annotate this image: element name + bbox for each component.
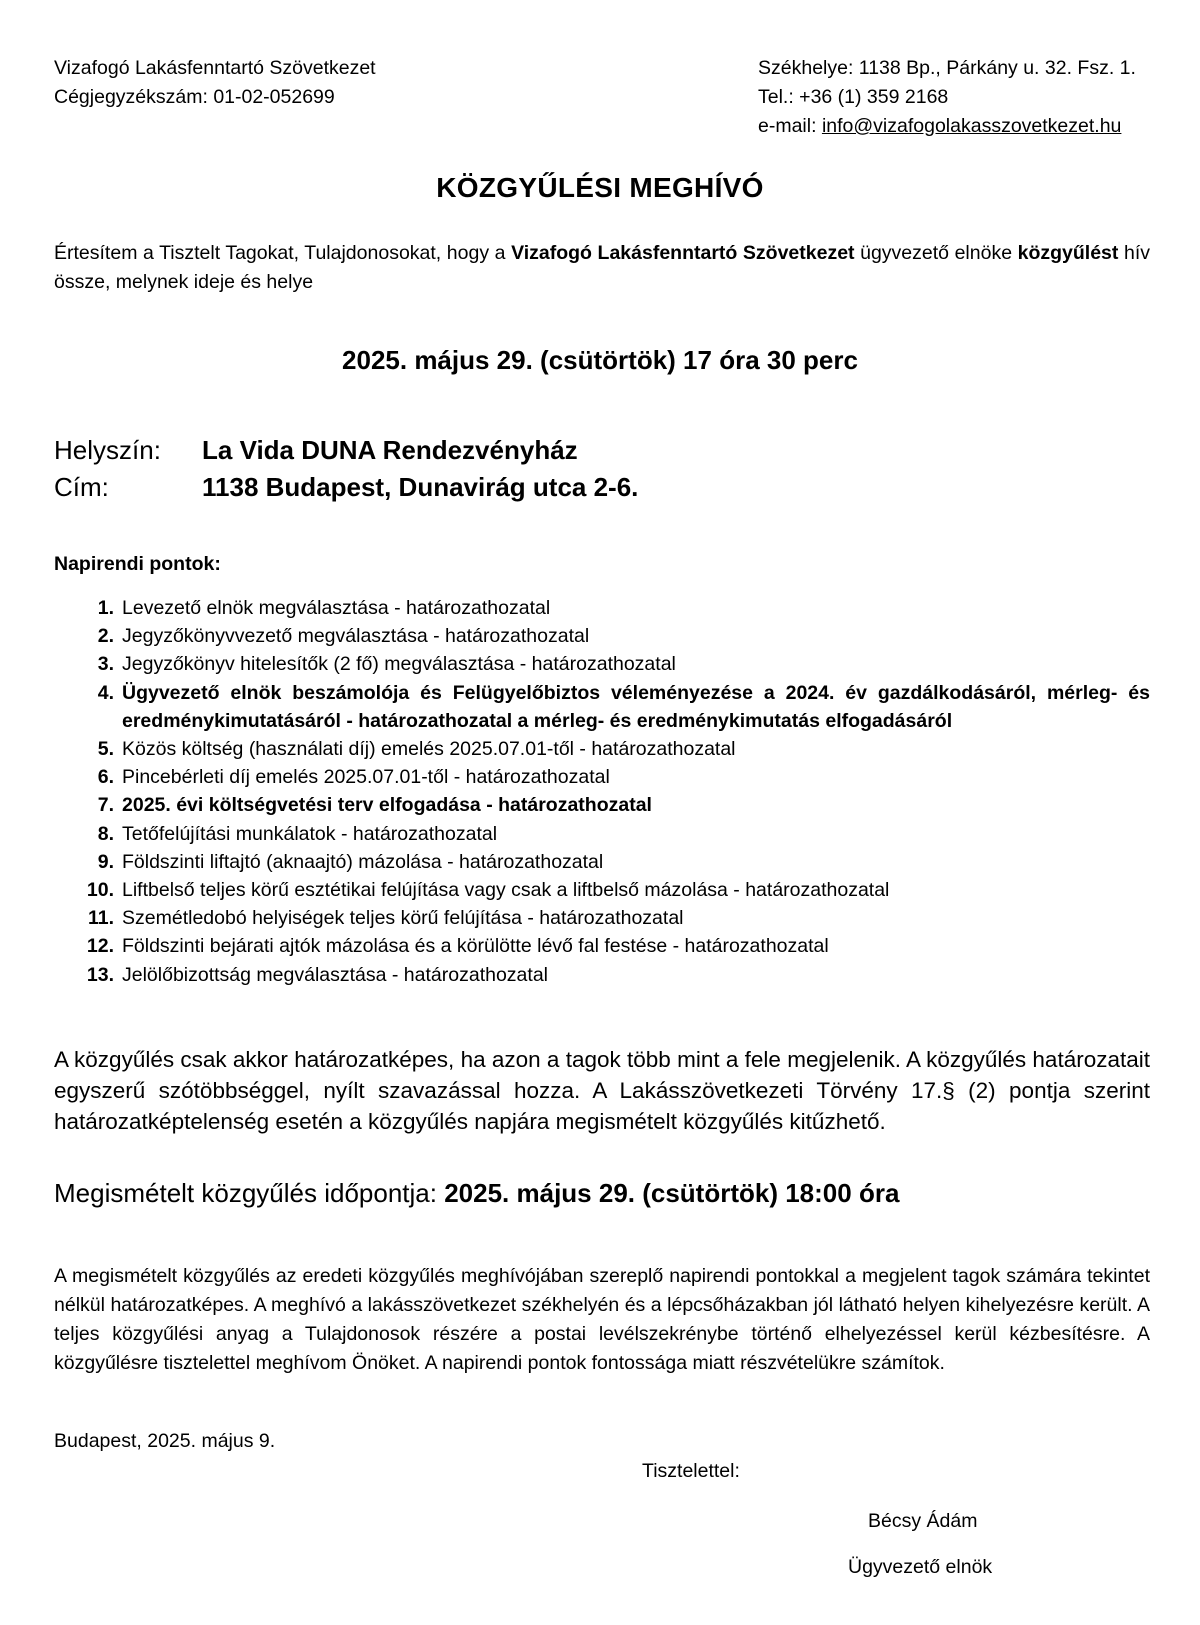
agenda-item-number: 3. bbox=[97, 653, 114, 676]
agenda-item-number: 2. bbox=[97, 625, 114, 648]
agenda-item-text: Pincebérleti díj emelés 2025.07.01-től - határozathozatal bbox=[122, 766, 610, 789]
agenda-item-number: 12. bbox=[86, 935, 114, 958]
venue-place-row bbox=[54, 432, 638, 469]
agenda-item bbox=[54, 791, 1150, 819]
email-link[interactable]: info@vizafogolakasszovetkezet.hu bbox=[821, 115, 1122, 137]
agenda-list bbox=[54, 594, 1150, 989]
agenda-item bbox=[54, 848, 1150, 876]
org-name: Vizafogó Lakásfenntartó Szövetkezet bbox=[54, 57, 376, 79]
agenda-item-text: Földszinti liftajtó (aknaajtó) mázolása - határozathozatal bbox=[122, 850, 604, 873]
seat-address: Székhelye: 1138 Bp., Párkány u. 32. Fsz. 1. bbox=[758, 57, 1136, 79]
email-line bbox=[758, 112, 1136, 141]
agenda-item-text: Jegyzőkönyv hitelesítők (2 fő) megválasztása - határozathozatal bbox=[122, 653, 676, 676]
venue-place-value: La Vida DUNA Rendezvényház bbox=[202, 435, 578, 465]
registry-number: Cégjegyzékszám: 01-02-052699 bbox=[54, 86, 335, 108]
agenda-item-text: Szemétledobó helyiségek teljes körű felújítása - határozathozatal bbox=[122, 907, 684, 930]
intro-org-name: Vizafogó Lakásfenntartó Szövetkezet bbox=[511, 242, 855, 264]
place-and-date: Budapest, 2025. május 9. bbox=[54, 1430, 276, 1452]
intro-text-2: ügyvezető elnöke bbox=[854, 242, 1018, 264]
agenda-item-text: Jelölőbizottság megválasztása - határozathozatal bbox=[122, 963, 548, 986]
agenda-item bbox=[54, 763, 1150, 791]
venue-address-label: Cím: bbox=[54, 472, 109, 502]
agenda-item bbox=[54, 679, 1150, 735]
agenda-item-text: Jegyzőkönyvvezető megválasztása - határozathozatal bbox=[122, 625, 590, 648]
agenda-item bbox=[54, 904, 1150, 932]
repeat-meeting-line bbox=[54, 1178, 899, 1209]
agenda-item-number: 8. bbox=[97, 822, 114, 845]
agenda-item bbox=[54, 650, 1150, 678]
venue-address-value: 1138 Budapest, Dunavirág utca 2-6. bbox=[202, 472, 639, 502]
intro-text-3: hív össze, melynek ideje és helye bbox=[54, 242, 1150, 293]
agenda-item bbox=[54, 820, 1150, 848]
document-title: KÖZGYŰLÉSI MEGHÍVÓ bbox=[436, 172, 764, 203]
agenda-item-text: Ügyvezető elnök beszámolója és Felügyelőbiztos véleményezése a 2024. év gazdálkodásáról, mérleg- és eredménykimutatásáról - határozathozatal a mérleg- és eredménykimutatás elfogadásáról bbox=[122, 681, 1150, 732]
venue-place-label: Helyszín: bbox=[54, 435, 161, 465]
agenda-item-number: 10. bbox=[86, 879, 114, 902]
agenda-item-text: Közös költség (használati díj) emelés 2025.07.01-től - határozathozatal bbox=[122, 738, 736, 761]
intro-text-1: Értesítem a Tisztelt Tagokat, Tulajdonosokat, hogy a bbox=[54, 242, 512, 264]
email-label: e-mail: bbox=[758, 115, 822, 137]
agenda-item bbox=[54, 594, 1150, 622]
agenda-item bbox=[54, 876, 1150, 904]
signatory-role: Ügyvezető elnök bbox=[848, 1556, 993, 1578]
intro-paragraph bbox=[54, 239, 1150, 297]
phone-number: Tel.: +36 (1) 359 2168 bbox=[758, 86, 949, 108]
venue-address-row bbox=[54, 469, 638, 506]
intro-meeting-word: közgyűlést bbox=[1017, 242, 1119, 264]
repeat-meeting-label: Megismételt közgyűlés időpontja: bbox=[54, 1178, 445, 1208]
meeting-datetime: 2025. május 29. (csütörtök) 17 óra 30 perc bbox=[342, 345, 858, 375]
agenda-item-number: 7. bbox=[97, 794, 114, 817]
agenda-item-text: Földszinti bejárati ajtók mázolása és a körülötte lévő fal festése - határozathozatal bbox=[122, 935, 829, 958]
agenda-item-number: 1. bbox=[97, 597, 114, 619]
quorum-paragraph: A közgyűlés csak akkor határozatképes, ha azon a tagok több mint a fele megjelenik. A közgyűlés határozatait egyszerű szótöbbséggel, nyílt szavazással hozza. A Lakásszövetkezeti Törvény 17.§ (2) pontja szerint határozatképtelenség esetén a közgyűlés napjára megismételt közgyűlés kitűzhető. bbox=[54, 1047, 1150, 1134]
agenda-title: Napirendi pontok: bbox=[54, 553, 221, 575]
agenda-item-number: 5. bbox=[97, 738, 114, 761]
agenda-item-number: 6. bbox=[97, 766, 114, 789]
agenda-item-text: 2025. évi költségvetési terv elfogadása - határozathozatal bbox=[122, 794, 652, 817]
header-left bbox=[54, 54, 376, 112]
agenda-item-number: 11. bbox=[87, 907, 114, 930]
agenda-item bbox=[54, 735, 1150, 763]
regards-text: Tisztelettel: bbox=[642, 1460, 740, 1482]
signatory-name: Bécsy Ádám bbox=[868, 1510, 978, 1532]
agenda-item-text: Tetőfelújítási munkálatok - határozathozatal bbox=[122, 822, 498, 845]
header-right bbox=[758, 54, 1136, 141]
agenda-item-text: Liftbelső teljes körű esztétikai felújítása vagy csak a liftbelső mázolása - határozathozatal bbox=[122, 879, 890, 902]
repeat-meeting-value: 2025. május 29. (csütörtök) 18:00 óra bbox=[444, 1178, 900, 1208]
agenda-item-number: 9. bbox=[97, 850, 114, 873]
agenda-item-number: 13. bbox=[86, 963, 114, 986]
notice-paragraph: A megismételt közgyűlés az eredeti közgyűlés meghívójában szereplő napirendi pontokkal a megjelent tagok számára tekintet nélkül határozatképes. A meghívó a lakásszövetkezet székhelyén és a lépcsőházakban jól látható helyen kihelyezésre került. A teljes közgyűlési anyag a Tulajdonosok részére a postai levélszekrénybe történő elhelyezéssel kerül kézbesítésre. A közgyűlésre tisztelettel meghívom Önöket. A napirendi pontok fontossága miatt részvételükre számítok. bbox=[54, 1265, 1150, 1374]
agenda-item bbox=[54, 622, 1150, 650]
agenda-item bbox=[54, 932, 1150, 960]
agenda-item bbox=[54, 961, 1150, 989]
agenda-item-number: 4. bbox=[97, 681, 114, 704]
venue-block bbox=[54, 432, 638, 506]
agenda-item-text: Levezető elnök megválasztása - határozathozatal bbox=[122, 597, 551, 619]
